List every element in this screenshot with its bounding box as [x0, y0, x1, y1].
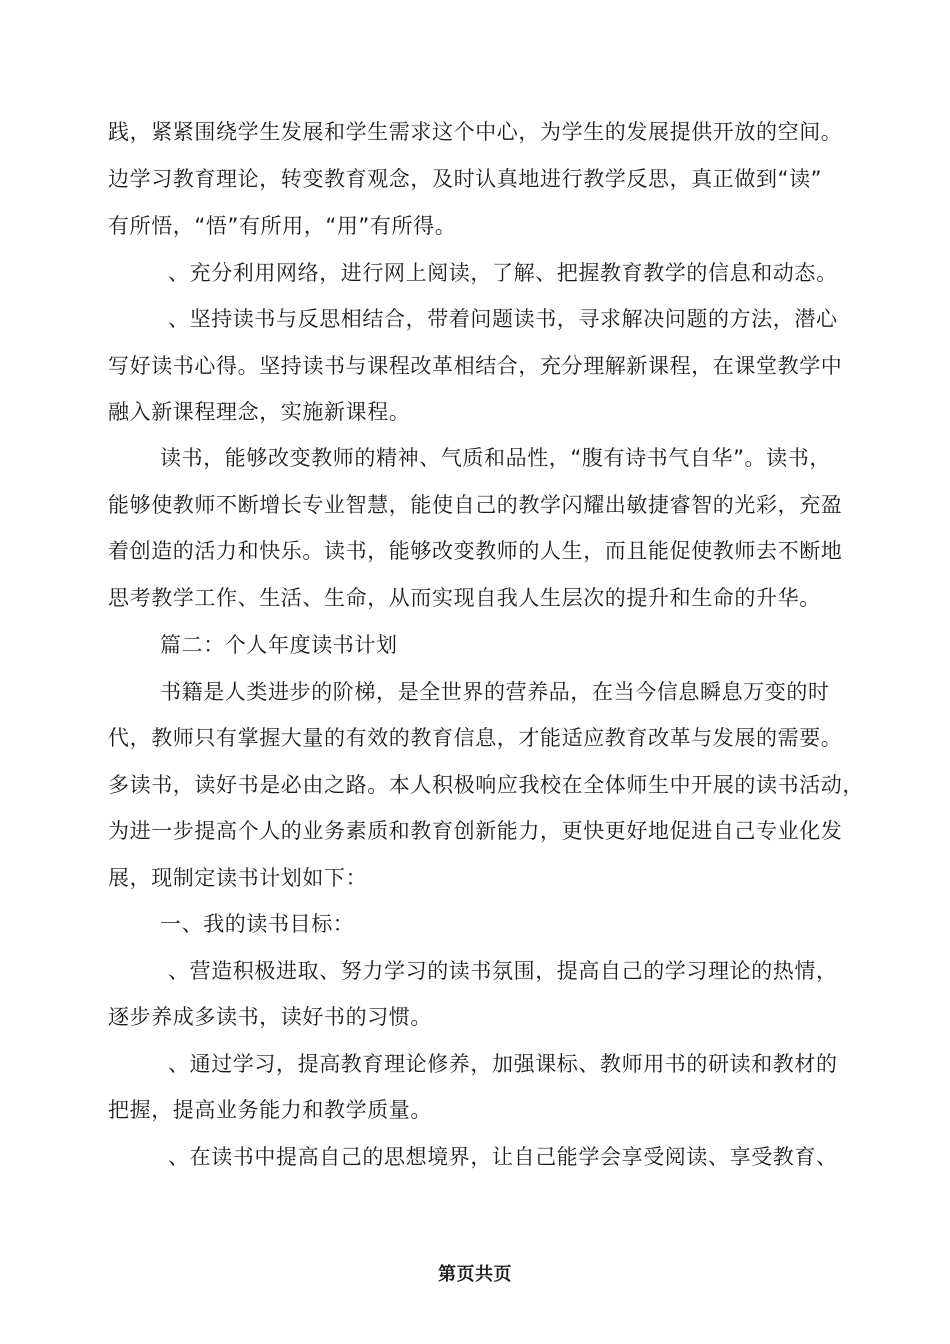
- list-item-text: 、营造积极进取、努力学习的读书氛围，提高自己的学习理论的热情，: [168, 959, 838, 983]
- subsection-heading: 一、我的读书目标：: [160, 912, 355, 936]
- body-text-line: 为进一步提高个人的业务素质和教育创新能力，更快更好地促进自己专业化发: [108, 819, 843, 843]
- list-item-text: 、坚持读书与反思相结合，带着问题读书，寻求解决问题的方法，潜心: [168, 307, 838, 331]
- body-text-line: 把握，提高业务能力和教学质量。: [108, 1098, 432, 1122]
- body-text-line: 展，现制定读书计划如下：: [108, 866, 368, 890]
- list-item-text: 、通过学习，提高教育理论修养，加强课标、教师用书的研读和教材的: [168, 1052, 838, 1076]
- body-text-line: 践，紧紧围绕学生发展和学生需求这个中心，为学生的发展提供开放的空间。: [108, 120, 843, 144]
- body-text-line: 融入新课程理念，实施新课程。: [108, 400, 411, 424]
- body-text-line: 能够使教师不断增长专业智慧，能使自己的教学闪耀出敏捷睿智的光彩，充盈: [108, 493, 843, 517]
- list-item-text: 、充分利用网络，进行网上阅读，了解、把握教育教学的信息和动态。: [168, 261, 838, 285]
- list-item-text: 、在读书中提高自己的思想境界，让自己能学会享受阅读、享受教育、: [168, 1145, 838, 1169]
- body-text-line: 多读书，读好书是必由之路。本人积极响应我校在全体师生中开展的读书活动，: [108, 773, 864, 797]
- body-text-line: 有所悟，“悟”有所用，“用”有所得。: [108, 214, 457, 238]
- body-text-line: 思考教学工作、生活、生命，从而实现自我人生层次的提升和生命的升华。: [108, 586, 821, 610]
- body-text-line: 着创造的活力和快乐。读书，能够改变教师的人生，而且能促使教师去不断地: [108, 539, 843, 563]
- body-text-line: 边学习教育理论，转变教育观念，及时认真地进行教学反思，真正做到“读”: [108, 167, 823, 191]
- section-heading: 篇二：个人年度读书计划: [160, 633, 398, 657]
- paragraph-first-line: 读书，能够改变教师的精神、气质和品性，“腹有诗书气自华”。读书，: [160, 446, 831, 470]
- body-text-line: 写好读书心得。坚持读书与课程改革相结合，充分理解新课程，在课堂教学中: [108, 354, 843, 378]
- page-footer: 第页共页: [438, 1264, 512, 1285]
- body-text-line: 逐步养成多读书，读好书的习惯。: [108, 1005, 432, 1029]
- body-text-line: 代，教师只有掌握大量的有效的教育信息，才能适应教育改革与发展的需要。: [108, 726, 843, 750]
- paragraph-first-line: 书籍是人类进步的阶梯，是全世界的营养品，在当今信息瞬息万变的时: [160, 680, 830, 704]
